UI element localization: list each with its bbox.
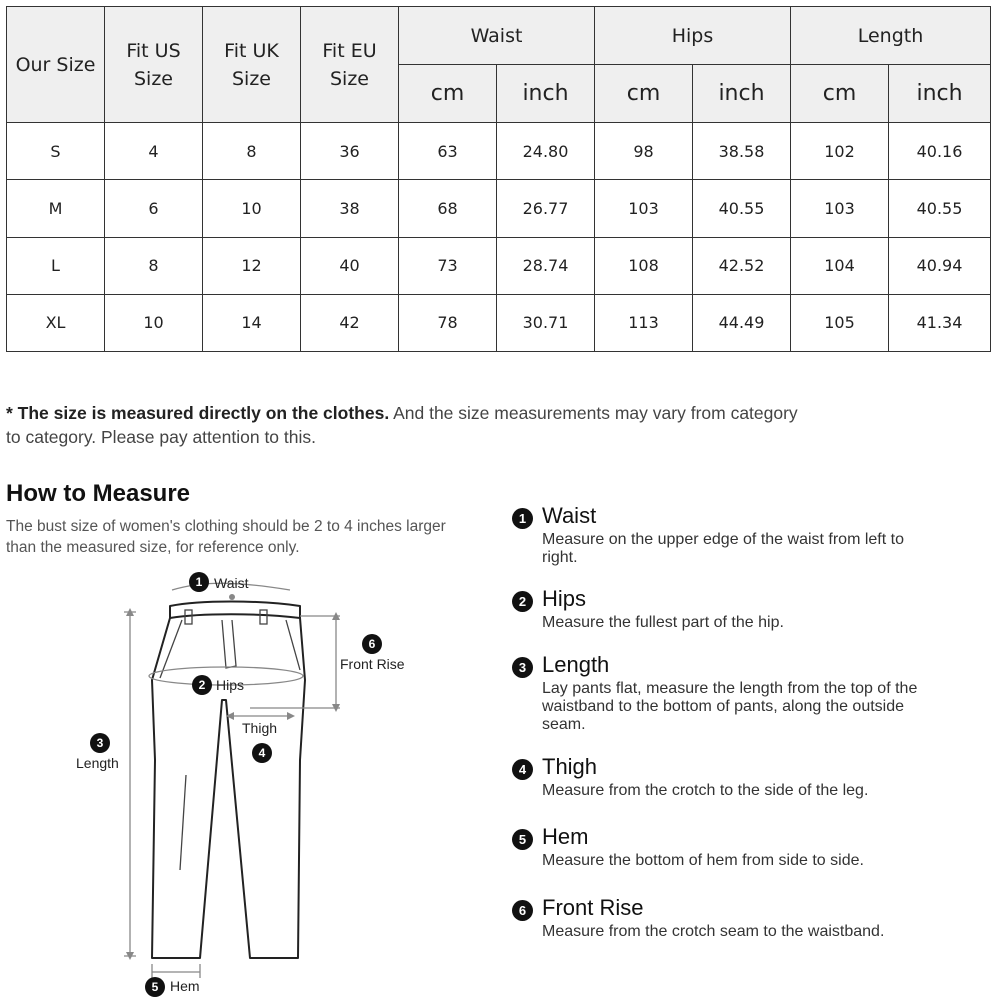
cell-length-in: 40.94 [889,237,991,294]
cell-length-in: 41.34 [889,294,991,351]
number-badge-6-icon: 6 [512,900,533,921]
table-row [7,237,991,294]
svg-text:6: 6 [368,637,376,651]
header-length-inch: inch [889,65,991,123]
svg-text:1: 1 [195,575,203,589]
size-note [6,401,806,449]
svg-text:2: 2 [198,678,206,692]
cell-hips-cm: 113 [595,294,693,351]
instruction-description: Lay pants flat, measure the length from the top of the waistband to the bottom of pants, along the outside seam. [542,680,918,733]
instruction-title: Thigh [542,754,598,779]
cell-hips-in: 44.49 [693,294,791,351]
how-to-measure-description: The bust size of women's clothing should be 2 to 4 inches larger than the measured size, for reference only. [6,518,446,556]
header-hips-inch: inch [693,65,791,123]
hem-label: Hem [170,978,200,994]
number-badge-2-icon: 2 [512,591,533,612]
header-length-cm: cm [791,65,889,123]
cell-hips-in: 42.52 [693,237,791,294]
how-to-measure-title: How to Measure [6,480,191,507]
hips-marker [192,675,212,695]
waist-marker [189,572,209,592]
header-hips-cm: cm [595,65,693,123]
cell-uk: 12 [203,237,301,294]
cell-uk: 14 [203,294,301,351]
cell-eu: 40 [301,237,399,294]
svg-text:5: 5 [151,980,159,994]
thigh-label: Thigh [242,720,278,736]
belt-loop-left [185,610,192,624]
fly [222,620,236,668]
size-note-bold: * The size is measured directly on the clothes. [6,403,390,423]
cell-hips-in: 38.58 [693,123,791,180]
header-length: Length [791,7,991,65]
header-waist-cm: cm [399,65,497,123]
cell-size: XL [7,294,105,351]
size-table-body [7,123,991,352]
table-row [7,294,991,351]
header-fit-eu: Fit EU Size [301,7,399,123]
right-pocket [286,620,300,670]
belt-loop-right [260,610,267,624]
cell-length-in: 40.16 [889,123,991,180]
header-fit-uk: Fit UK Size [203,7,301,123]
cell-waist-cm: 63 [399,123,497,180]
table-row [7,180,991,237]
instruction-description: Measure the bottom of hem from side to side. [542,852,864,869]
header-fit-us: Fit US Size [105,7,203,123]
cell-waist-cm: 78 [399,294,497,351]
cell-length-cm: 105 [791,294,889,351]
size-note-rest: And the size measurements may vary from category to category. Please pay attention to this. [6,403,798,447]
cell-uk: 8 [203,123,301,180]
table-row [7,123,991,180]
cell-size: M [7,180,105,237]
cell-waist-cm: 68 [399,180,497,237]
hips-label: Hips [216,677,245,693]
instruction-description: Measure the fullest part of the hip. [542,614,784,631]
number-badge-5-icon: 5 [512,829,533,850]
instruction-description: Measure on the upper edge of the waist from left to right. [542,531,904,566]
cell-length-in: 40.55 [889,180,991,237]
cell-us: 6 [105,180,203,237]
number-badge-1-icon: 1 [512,508,533,529]
cell-length-cm: 102 [791,123,889,180]
front-rise-label: Front Rise [340,656,405,672]
cell-us: 4 [105,123,203,180]
length-label: Length [76,755,119,771]
cell-hips-cm: 108 [595,237,693,294]
waist-label: Waist [214,575,249,591]
cell-length-cm: 103 [791,180,889,237]
cell-eu: 38 [301,180,399,237]
cell-hips-in: 40.55 [693,180,791,237]
instruction-title: Waist [542,503,597,528]
crease-line [180,775,186,870]
header-hips: Hips [595,7,791,65]
instruction-title: Length [542,652,610,677]
header-waist-inch: inch [497,65,595,123]
cell-hips-cm: 103 [595,180,693,237]
length-marker [90,733,110,753]
cell-us: 10 [105,294,203,351]
instruction-title: Hips [542,586,587,611]
svg-text:4: 4 [258,746,266,760]
number-badge-4-icon: 4 [512,759,533,780]
size-chart-table [6,6,991,352]
cell-waist-in: 24.80 [497,123,595,180]
cell-hips-cm: 98 [595,123,693,180]
cell-eu: 36 [301,123,399,180]
front-rise-marker [362,634,382,654]
cell-length-cm: 104 [791,237,889,294]
cell-waist-cm: 73 [399,237,497,294]
cell-waist-in: 28.74 [497,237,595,294]
thigh-marker [252,743,272,763]
instruction-description: Measure from the crotch seam to the waistband. [542,923,885,940]
cell-size: S [7,123,105,180]
number-badge-3-icon: 3 [512,657,533,678]
header-waist: Waist [399,7,595,65]
header-our-size: Our Size [7,7,105,123]
cell-waist-in: 30.71 [497,294,595,351]
cell-eu: 42 [301,294,399,351]
cell-uk: 10 [203,180,301,237]
cell-size: L [7,237,105,294]
pants-measurement-diagram [0,560,480,1000]
instruction-title: Hem [542,824,589,849]
svg-text:3: 3 [96,736,104,750]
instruction-title: Front Rise [542,895,644,920]
cell-waist-in: 26.77 [497,180,595,237]
instruction-description: Measure from the crotch to the side of the leg. [542,782,869,799]
hem-marker [145,977,165,997]
cell-us: 8 [105,237,203,294]
